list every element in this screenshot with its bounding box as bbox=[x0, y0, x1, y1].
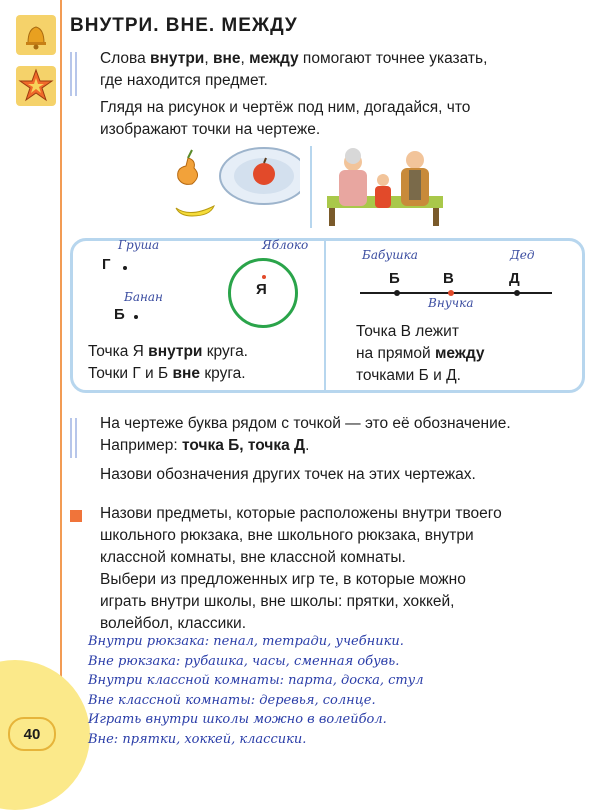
handwritten-answers bbox=[88, 632, 508, 749]
diagram-divider bbox=[324, 241, 326, 391]
page-title: ВНУТРИ. ВНЕ. МЕЖДУ bbox=[70, 15, 298, 36]
hand-label-grandpa: Дед bbox=[510, 248, 535, 262]
point-label-ya: Я bbox=[256, 281, 267, 298]
handwritten-line: Внутри рюкзака: пенал, тетради, учебники. bbox=[88, 634, 404, 649]
hand-label-banana: Банан bbox=[124, 290, 163, 304]
left-diagram-text: Точка Я внутри круга. Точки Г и Б вне круга. bbox=[88, 343, 248, 382]
right-diagram-text: Точка В лежит на прямой между точками Б и Д. bbox=[356, 323, 485, 384]
task-marker bbox=[70, 510, 82, 522]
handwritten-line: Вне: прятки, хоккей, классики. bbox=[88, 731, 307, 747]
fruit-illustration bbox=[170, 146, 300, 228]
notation-task: Назови обозначения других точек на этих чертежах. bbox=[100, 466, 476, 483]
bell-icon bbox=[16, 15, 56, 55]
margin-line bbox=[60, 0, 62, 762]
point-label-d: Д bbox=[509, 270, 520, 287]
page-number: 40 bbox=[8, 717, 56, 751]
task2-text: Назови предметы, которые расположены внутри твоего школьного рюкзака, вне школьного рюкзака, внутри классной комнаты, вне классной комнаты. Выбери из предложенных игр те, в которые можно играть внутри школы, вне школы: прятки, хоккей, волейбол, классики. bbox=[100, 505, 502, 632]
point-b bbox=[134, 315, 138, 319]
line-segment bbox=[360, 292, 552, 294]
handwritten-line: Играть внутри школы можно в волейбол. bbox=[88, 712, 387, 727]
point-label-g: Г bbox=[102, 256, 111, 273]
info-bar bbox=[75, 418, 77, 458]
illustration-divider bbox=[310, 146, 312, 228]
info-bar bbox=[70, 52, 72, 96]
hand-label-pear: Груша bbox=[118, 238, 160, 252]
info-bar bbox=[70, 418, 72, 458]
star-icon bbox=[16, 66, 56, 106]
point-d bbox=[514, 290, 520, 296]
notation-text: На чертеже буква рядом с точкой — это её обозначение. Например: точка Б, точка Д. bbox=[100, 415, 511, 454]
point-label-b-right: Б bbox=[389, 270, 400, 287]
hand-label-apple: Яблоко bbox=[262, 238, 309, 252]
point-ya bbox=[262, 275, 266, 279]
hand-label-grandma: Бабушка bbox=[362, 248, 418, 262]
handwritten-line: Внутри классной комнаты: парта, доска, стул bbox=[88, 673, 424, 688]
point-label-b: Б bbox=[114, 306, 125, 323]
point-label-v: В bbox=[443, 270, 454, 287]
point-b-right bbox=[394, 290, 400, 296]
family-illustration bbox=[325, 146, 445, 228]
intro-text: Слова внутри, вне, между помогают точнее указать, где находится предмет. bbox=[100, 50, 488, 89]
task1-text: Глядя на рисунок и чертёж под ним, догадайся, что изображают точки на чертеже. bbox=[100, 99, 471, 138]
point-g bbox=[123, 266, 127, 270]
handwritten-line: Вне рюкзака: рубашка, часы, сменная обувь. bbox=[88, 653, 400, 669]
info-bar bbox=[75, 52, 77, 96]
handwritten-line: Вне классной комнаты: деревья, солнце. bbox=[88, 692, 376, 708]
hand-label-granddaughter: Внучка bbox=[428, 296, 474, 310]
